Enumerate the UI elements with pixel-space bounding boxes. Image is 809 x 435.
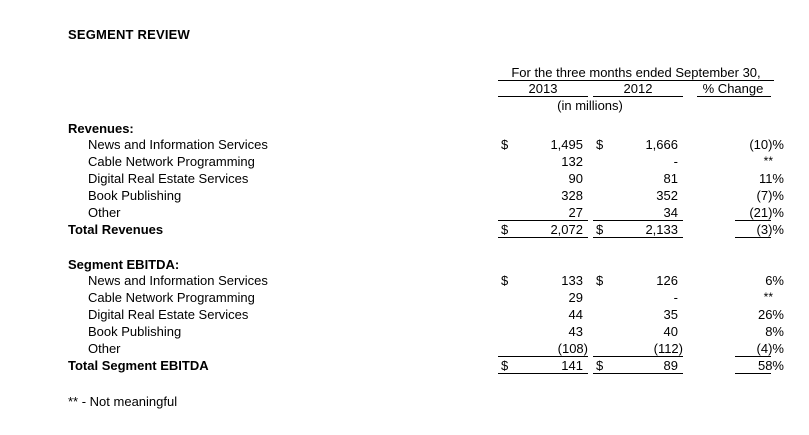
dollar-sign: $ [596,222,604,237]
subtotal-underline [593,220,683,221]
table-row [0,154,809,171]
subtotal-underline [593,356,683,357]
value-2013: 1,495 [550,137,583,152]
value-2012: 126 [656,273,678,288]
section-label: Revenues: [68,121,134,136]
total-label: Total Segment EBITDA [68,358,209,373]
subtotal-underline [735,220,771,221]
row-label: Cable Network Programming [88,290,255,305]
total-value-2012: 89 [663,358,678,373]
value-2013: 90 [568,171,583,186]
value-2012: (112) [653,341,683,356]
dollar-sign: $ [501,358,509,373]
total-underline [593,373,683,374]
dollar-sign: $ [596,358,604,373]
dollar-sign: $ [501,137,509,152]
total-row [0,222,809,239]
year-2012-underline [593,96,683,97]
ebitda-section-row [0,257,809,274]
value-2012: - [673,154,678,169]
table-row [0,290,809,307]
subtotal-underline [498,356,588,357]
change-value: ** [763,290,773,304]
table-row [0,205,809,222]
value-2012: 40 [663,324,678,339]
change-value: 8% [765,324,784,339]
total-value-2013: 141 [561,358,583,373]
total-value-2012: 2,133 [645,222,678,237]
dollar-sign: $ [501,222,509,237]
subtotal-underline [735,356,771,357]
total-underline [735,373,771,374]
total-change: (3)% [756,222,784,237]
total-label: Total Revenues [68,222,164,237]
total-underline [735,237,771,238]
row-label: Book Publishing [88,324,182,339]
dollar-sign: $ [501,273,509,288]
page-title: SEGMENT REVIEW [68,27,190,42]
year-2013-underline [498,96,588,97]
year-2012-header: 2012 [623,81,653,96]
change-value: (10)% [749,137,784,152]
total-row [0,358,809,375]
value-2012: 352 [656,188,678,203]
value-2013: 29 [568,290,583,305]
row-label: Other [88,205,121,220]
row-label: Book Publishing [88,188,182,203]
value-2012: - [673,290,678,305]
row-label: News and Information Services [88,273,268,288]
row-label: News and Information Services [88,137,268,152]
change-value: ** [763,154,773,168]
change-value: 6% [765,273,784,288]
table-row [0,171,809,188]
total-change: 58% [757,358,784,373]
total-underline [498,373,588,374]
period-header: For the three months ended September 30, [511,65,761,80]
value-2012: 35 [663,307,678,322]
table-row [0,324,809,341]
value-2012: 1,666 [645,137,678,152]
total-underline [593,237,683,238]
change-header: % Change [702,81,764,96]
table-row [0,307,809,324]
value-2013: 27 [568,205,583,220]
change-value: 26% [757,307,784,322]
value-2013: 133 [561,273,583,288]
change-value: (4)% [756,341,784,356]
total-value-2013: 2,072 [550,222,583,237]
units-header: (in millions) [557,98,623,113]
value-2013: 44 [568,307,583,322]
change-value: 11% [758,171,784,186]
value-2012: 81 [663,171,678,186]
dollar-sign: $ [596,273,604,288]
row-label: Digital Real Estate Services [88,171,249,186]
dollar-sign: $ [596,137,604,152]
row-label: Digital Real Estate Services [88,307,249,322]
table-row [0,273,809,290]
value-2012: 34 [663,205,678,220]
year-2013-header: 2013 [528,81,558,96]
revenues-section-row [0,121,809,138]
footnote: ** - Not meaningful [68,394,178,409]
value-2013: 328 [561,188,583,203]
table-row [0,137,809,154]
value-2013: 132 [561,154,583,169]
section-label: Segment EBITDA: [68,257,180,272]
change-value: (21)% [749,205,784,220]
change-value: (7)% [756,188,784,203]
total-underline [498,237,588,238]
value-2013: 43 [568,324,583,339]
table-row [0,188,809,205]
row-label: Cable Network Programming [88,154,255,169]
row-label: Other [88,341,121,356]
value-2013: (108) [557,341,588,356]
table-row [0,341,809,358]
subtotal-underline [498,220,588,221]
change-underline [697,96,771,97]
